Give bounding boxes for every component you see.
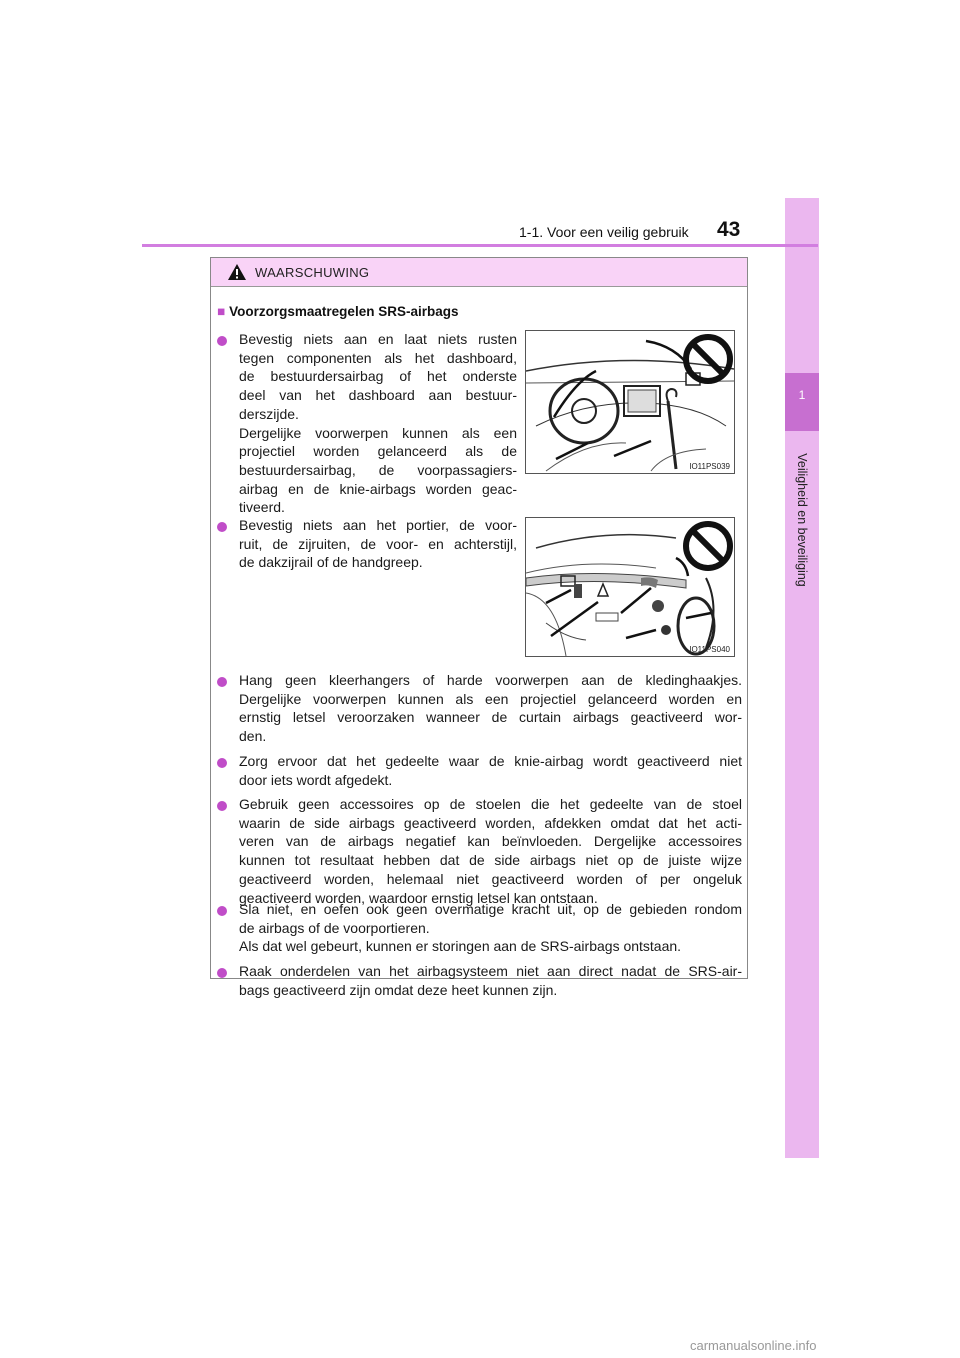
warning-item-7: Raak onderdelen van het airbagsysteem niet aan direct nadat de SRS-air- bags geactiveerd zijn omdat deze heet kunnen zijn. [239, 963, 742, 998]
bullet-icon [217, 336, 227, 346]
warning-item-6: Sla niet, en oefen ook geen overmatige kracht uit, op de gebieden rondom de airbags of de voorportieren. Als dat wel gebeurt, kunnen er storingen aan de SRS-airbags ontstaan. [239, 901, 742, 955]
dashboard-drawing [526, 331, 734, 473]
warning-triangle-icon [227, 263, 247, 281]
chapter-tab-active [785, 373, 819, 431]
bullet-icon [217, 801, 227, 811]
section-header-title: 1-1. Voor een veilig gebruik [519, 224, 689, 240]
bullet-icon [217, 677, 227, 687]
watermark: carmanualsonline.info [690, 1338, 817, 1353]
dashboard-illustration [525, 330, 735, 474]
page-number: 43 [717, 218, 741, 241]
warning-label: WAARSCHUWING [255, 265, 370, 280]
door-drawing [526, 518, 734, 656]
section-title: ■ Voorzorgsmaatregelen SRS-airbags [217, 304, 459, 319]
bullet-icon [217, 758, 227, 768]
warning-header [211, 258, 747, 287]
header-rule [142, 244, 818, 247]
section-square-icon: ■ [217, 304, 226, 319]
figure-code: IO11PS040 [689, 645, 730, 654]
warning-item-3: Hang geen kleerhangers of harde voorwerpen aan de kledinghaakjes. Dergelijke voorwerpen kunnen als een projectiel gelanceerd worden en ernstig letsel veroorzaken wanneer de curtain airbags geactiveerd wor- den. [239, 672, 742, 745]
chapter-title: Veiligheid en beveiliging [795, 453, 809, 587]
door-pillar-illustration [525, 517, 735, 657]
chapter-number: 1 [798, 388, 806, 402]
bullet-icon [217, 906, 227, 916]
bullet-icon [217, 522, 227, 532]
warning-item-2: Bevestig niets aan het portier, de voor- ruit, de zijruiten, de voor- en achterstijl, de dakzijrail of de handgreep. [239, 517, 517, 571]
bullet-icon [217, 968, 227, 978]
warning-item-4: Zorg ervoor dat het gedeelte waar de knie-airbag wordt geactiveerd niet door iets wordt afgedekt. [239, 753, 742, 788]
warning-item-1: Bevestig niets aan en laat niets rusten tegen componenten als het dashboard, de bestuurdersairbag of het onderste deel van het dashboard aan bestuur- derszijde. Dergelijke voorwerpen kunnen als een projectiel worden gelanceerd als de bestuurdersairbag, de voorpassagiers- airbag en de knie-airbags worden geac- tiveerd. [239, 331, 517, 516]
chapter-side-tab [785, 198, 819, 1158]
warning-box [210, 257, 748, 998]
warning-item-5: Gebruik geen accessoires op de stoelen die het gedeelte van de stoel waarin de side airbags geactiveerd worden, afdekken omdat dat het acti- veren van de airbags negatief kan beïnvloeden. Dergelijke accessoires kunnen tot resultaat hebben dat de side airbags niet op de juiste wijze geactiveerd worden, helemaal niet geactiveerd worden of per ongeluk geactiveerd worden, waardoor ernstig letsel kan ontstaan. [239, 796, 742, 906]
figure-code: IO11PS039 [689, 462, 730, 471]
